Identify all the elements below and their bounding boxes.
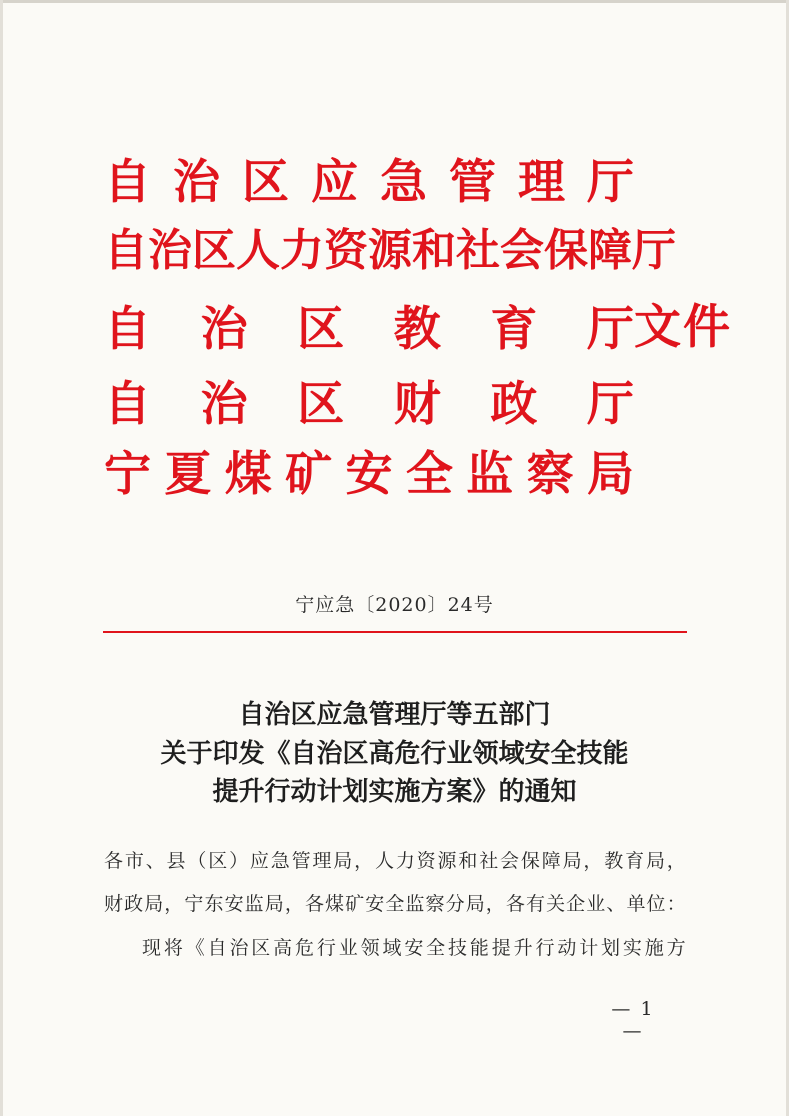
char: 政 [490, 376, 538, 432]
char: 计 [579, 937, 599, 959]
char: 区 [297, 376, 345, 432]
char: 厅 [586, 301, 634, 357]
char: 危 [295, 937, 315, 959]
char: 财 [393, 376, 441, 432]
header-line-4 [104, 373, 634, 435]
char: 治 [173, 154, 220, 210]
char: 社 [479, 850, 499, 872]
char: 区 [208, 850, 228, 872]
char: 位 [646, 893, 666, 915]
char: 煤 [224, 446, 272, 502]
header-line-1 [104, 151, 634, 213]
char: 局 [465, 893, 485, 915]
char: 文 [634, 299, 681, 355]
char: 将 [163, 937, 183, 959]
char: 厅 [587, 154, 634, 210]
char: ） [229, 850, 249, 872]
char: 局 [562, 850, 582, 872]
char: 自 [104, 301, 151, 357]
char: ， [485, 893, 505, 915]
char: ： [666, 893, 686, 915]
char: 市 [124, 850, 144, 872]
char: 治 [200, 376, 248, 432]
char: 全 [385, 893, 405, 915]
char: 自 [207, 937, 227, 959]
char: 和 [412, 225, 456, 276]
char: 安 [345, 446, 393, 502]
char: 理 [518, 154, 565, 210]
char: 察 [526, 446, 574, 502]
char: 局 [587, 446, 634, 502]
scan-edge-top [0, 0, 789, 3]
char: 财 [104, 893, 124, 915]
char: ， [284, 893, 304, 915]
char: 应 [249, 850, 269, 872]
char: 源 [437, 850, 457, 872]
char: 技 [448, 937, 468, 959]
header-line-2 [104, 220, 676, 282]
page-number: — 1 — [611, 998, 655, 1042]
char: 教 [393, 301, 441, 357]
header-line-5 [104, 443, 634, 505]
title-line-1: 自治区应急管理厅等五部门 [238, 700, 551, 730]
title-line-2: 关于印发《自治区高危行业领域安全技能 [160, 739, 629, 769]
char: 分 [445, 893, 465, 915]
char: 治 [200, 301, 248, 357]
char: 动 [557, 937, 577, 959]
char: 县 [166, 850, 186, 872]
char: 管 [291, 850, 311, 872]
char: ， [583, 850, 603, 872]
char: 监 [405, 893, 425, 915]
char: 力 [280, 225, 324, 276]
char: 业 [586, 893, 606, 915]
char: 件 [683, 299, 730, 355]
char: 急 [270, 850, 290, 872]
char: 企 [566, 893, 586, 915]
body-line-3 [142, 937, 686, 960]
char: 区 [192, 225, 236, 276]
char: 区 [251, 937, 271, 959]
char: 区 [242, 154, 289, 210]
char: 高 [273, 937, 293, 959]
char: 施 [644, 937, 664, 959]
char: 人 [236, 225, 280, 276]
char: 治 [229, 937, 249, 959]
char: 管 [449, 154, 496, 210]
char: 应 [311, 154, 358, 210]
char: （ [187, 850, 207, 872]
char: 局 [333, 850, 353, 872]
char: 宁 [104, 446, 151, 502]
char: 安 [224, 893, 244, 915]
char: 会 [500, 850, 520, 872]
char: 自 [104, 225, 148, 276]
char: 煤 [325, 893, 345, 915]
document-number: 宁应急〔2020〕24号 [295, 594, 494, 616]
header-suffix [634, 296, 730, 358]
char: 业 [338, 937, 358, 959]
char: 厅 [586, 376, 634, 432]
char: 能 [469, 937, 489, 959]
char: ， [354, 850, 374, 872]
char: 单 [626, 893, 646, 915]
char: 全 [426, 937, 446, 959]
char: 局 [264, 893, 284, 915]
char: 资 [324, 225, 368, 276]
char: 安 [404, 937, 424, 959]
char: 划 [601, 937, 621, 959]
char: 障 [541, 850, 561, 872]
char: 行 [535, 937, 555, 959]
char: 人 [374, 850, 394, 872]
title-line-3: 提升行动计划实施方案》的通知 [212, 777, 577, 807]
char: 各 [104, 850, 124, 872]
char: 各 [505, 893, 525, 915]
char: 现 [142, 937, 162, 959]
char: 矿 [345, 893, 365, 915]
char: 夏 [164, 446, 212, 502]
char: ， [666, 850, 686, 872]
char: 监 [244, 893, 264, 915]
header-line-3 [104, 298, 634, 360]
char: 实 [622, 937, 642, 959]
char: 育 [625, 850, 645, 872]
char: 域 [382, 937, 402, 959]
char: 障 [588, 225, 632, 276]
char: 提 [491, 937, 511, 959]
scan-edge-left [0, 0, 3, 1116]
char: 全 [405, 446, 453, 502]
char: 、 [606, 893, 626, 915]
char: 和 [458, 850, 478, 872]
char: 保 [544, 225, 588, 276]
char: 安 [365, 893, 385, 915]
char: 教 [604, 850, 624, 872]
char: 会 [500, 225, 544, 276]
char: 理 [312, 850, 332, 872]
body-line-1 [104, 850, 686, 873]
char: 矿 [285, 446, 333, 502]
char: 领 [360, 937, 380, 959]
char: 关 [546, 893, 566, 915]
char: 治 [148, 225, 192, 276]
char: 政 [124, 893, 144, 915]
char: 自 [104, 376, 151, 432]
char: 行 [316, 937, 336, 959]
char: 厅 [632, 225, 676, 276]
char: 资 [416, 850, 436, 872]
char: 社 [456, 225, 500, 276]
char: 育 [490, 301, 538, 357]
char: ， [164, 893, 184, 915]
char: 有 [525, 893, 545, 915]
char: 方 [666, 937, 686, 959]
char: 宁 [184, 893, 204, 915]
char: 区 [297, 301, 345, 357]
char: 源 [368, 225, 412, 276]
char: 急 [380, 154, 427, 210]
red-divider [103, 631, 687, 633]
char: 局 [144, 893, 164, 915]
char: 《 [185, 937, 205, 959]
char: 东 [204, 893, 224, 915]
char: 升 [513, 937, 533, 959]
char: 监 [466, 446, 514, 502]
char: 、 [145, 850, 165, 872]
char: 自 [104, 154, 151, 210]
body-line-2 [104, 893, 686, 916]
char: 察 [425, 893, 445, 915]
char: 保 [520, 850, 540, 872]
char: 力 [395, 850, 415, 872]
char: 各 [304, 893, 324, 915]
char: 局 [645, 850, 665, 872]
